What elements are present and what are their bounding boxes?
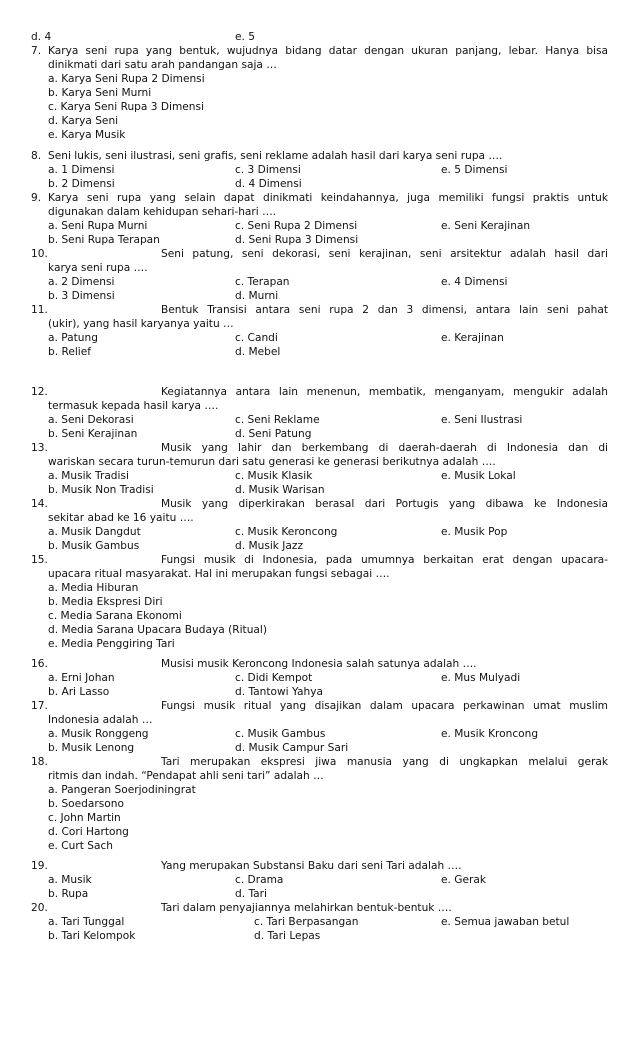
q7-text-line1: Karya seni rupa yang bentuk, wujudnya bidang datar dengan ukuran panjang, lebar. Hanya bisa <box>48 45 608 57</box>
q7-option-e: e. Karya Musik <box>48 129 126 141</box>
q16-option-d: d. Tantowi Yahya <box>235 686 323 698</box>
q7-option-b: b. Karya Seni Murni <box>48 87 152 99</box>
q15-option-b: b. Media Ekspresi Diri <box>48 596 163 608</box>
q15-number: 15. <box>31 554 48 566</box>
q10-option-d: d. Murni <box>235 290 279 302</box>
q9-option-b: b. Seni Rupa Terapan <box>48 234 160 246</box>
q9-number: 9. <box>31 192 42 204</box>
q10-text-line2: karya seni rupa …. <box>48 262 148 274</box>
q8-option-d: d. 4 Dimensi <box>235 178 302 190</box>
q14-text-line2: sekitar abad ke 16 yaitu …. <box>48 512 194 524</box>
q13-text-line1: Musik yang lahir dan berkembang di daerah-daerah di Indonesia dan di <box>161 442 608 454</box>
q17-option-b: b. Musik Lenong <box>48 742 135 754</box>
q8-option-c: c. 3 Dimensi <box>235 164 301 176</box>
q17-option-d: d. Musik Campur Sari <box>235 742 349 754</box>
q7-option-c: c. Karya Seni Rupa 3 Dimensi <box>48 101 204 113</box>
q10-option-e: e. 4 Dimensi <box>441 276 508 288</box>
q13-option-b: b. Musik Non Tradisi <box>48 484 154 496</box>
q14-text-line1: Musik yang diperkirakan berasal dari Portugis yang dibawa ke Indonesia <box>161 498 608 510</box>
q12-text-line1: Kegiatannya antara lain menenun, membatik, menganyam, mengukir adalah <box>161 386 608 398</box>
q8-text-line1: Seni lukis, seni ilustrasi, seni grafis, seni reklame adalah hasil dari karya seni rupa …. <box>48 150 503 162</box>
q10-option-c: c. Terapan <box>235 276 290 288</box>
q19-number: 19. <box>31 860 48 872</box>
q10-option-b: b. 3 Dimensi <box>48 290 115 302</box>
q6-option-d: d. 4 <box>31 31 52 43</box>
q13-option-e: e. Musik Lokal <box>441 470 516 482</box>
q15-text-line1: Fungsi musik di Indonesia, pada umumnya berkaitan erat dengan upacara- <box>161 554 608 566</box>
q13-option-a: a. Musik Tradisi <box>48 470 129 482</box>
q15-option-e: e. Media Penggiring Tari <box>48 638 175 650</box>
q16-text-line1: Musisi musik Keroncong Indonesia salah satunya adalah …. <box>161 658 477 670</box>
q11-option-e: e. Kerajinan <box>441 332 504 344</box>
q11-text-line2: (ukir), yang hasil karyanya yaitu … <box>48 318 234 330</box>
q18-number: 18. <box>31 756 48 768</box>
q15-option-c: c. Media Sarana Ekonomi <box>48 610 182 622</box>
q19-option-e: e. Gerak <box>441 874 486 886</box>
q12-option-a: a. Seni Dekorasi <box>48 414 134 426</box>
q16-option-e: e. Mus Mulyadi <box>441 672 521 684</box>
q15-option-a: a. Media Hiburan <box>48 582 139 594</box>
q8-option-e: e. 5 Dimensi <box>441 164 508 176</box>
q20-option-d: d. Tari Lepas <box>254 930 321 942</box>
q12-option-d: d. Seni Patung <box>235 428 312 440</box>
q9-option-e: e. Seni Kerajinan <box>441 220 531 232</box>
q17-text-line1: Fungsi musik ritual yang disajikan dalam upacara perkawinan umat muslim <box>161 700 608 712</box>
q12-option-c: c. Seni Reklame <box>235 414 320 426</box>
q18-option-d: d. Cori Hartong <box>48 826 129 838</box>
q9-option-c: c. Seni Rupa 2 Dimensi <box>235 220 358 232</box>
q11-option-a: a. Patung <box>48 332 98 344</box>
q20-option-b: b. Tari Kelompok <box>48 930 136 942</box>
q14-option-d: d. Musik Jazz <box>235 540 304 552</box>
q8-option-a: a. 1 Dimensi <box>48 164 115 176</box>
q11-option-d: d. Mebel <box>235 346 281 358</box>
q10-option-a: a. 2 Dimensi <box>48 276 115 288</box>
q19-option-a: a. Musik <box>48 874 92 886</box>
q11-option-c: c. Candi <box>235 332 278 344</box>
q14-number: 14. <box>31 498 48 510</box>
q10-number: 10. <box>31 248 48 260</box>
q15-option-d: d. Media Sarana Upacara Budaya (Ritual) <box>48 624 267 636</box>
q17-option-a: a. Musik Ronggeng <box>48 728 149 740</box>
q20-option-a: a. Tari Tunggal <box>48 916 125 928</box>
q16-option-b: b. Ari Lasso <box>48 686 110 698</box>
q18-text-line2: ritmis dan indah. “Pendapat ahli seni tari” adalah … <box>48 770 324 782</box>
q16-option-c: c. Didi Kempot <box>235 672 313 684</box>
q11-text-line1: Bentuk Transisi antara seni rupa 2 dan 3 dimensi, antara lain seni pahat <box>161 304 608 316</box>
q9-option-d: d. Seni Rupa 3 Dimensi <box>235 234 359 246</box>
q18-text-line1: Tari merupakan ekspresi jiwa manusia yang di ungkapkan melalui gerak <box>161 756 608 768</box>
q19-option-d: d. Tari <box>235 888 267 900</box>
q9-text-line1: Karya seni rupa yang selain dapat dinikmati keindahannya, juga memiliki fungsi praktis untuk <box>48 192 608 204</box>
q17-option-e: e. Musik Kroncong <box>441 728 539 740</box>
q11-number: 11. <box>31 304 48 316</box>
q12-option-b: b. Seni Kerajinan <box>48 428 138 440</box>
q20-option-c: c. Tari Berpasangan <box>254 916 359 928</box>
q12-option-e: e. Seni Ilustrasi <box>441 414 523 426</box>
q9-option-a: a. Seni Rupa Murni <box>48 220 148 232</box>
q12-number: 12. <box>31 386 48 398</box>
q16-number: 16. <box>31 658 48 670</box>
q20-text-line1: Tari dalam penyajiannya melahirkan bentuk-bentuk …. <box>161 902 452 914</box>
q20-number: 20. <box>31 902 48 914</box>
q19-text-line1: Yang merupakan Substansi Baku dari seni Tari adalah …. <box>161 860 462 872</box>
q18-option-b: b. Soedarsono <box>48 798 124 810</box>
q7-text-line2: dinikmati dari satu arah pandangan saja … <box>48 59 277 71</box>
q16-option-a: a. Erni Johan <box>48 672 115 684</box>
q18-option-e: e. Curt Sach <box>48 840 113 852</box>
q17-text-line2: Indonesia adalah … <box>48 714 153 726</box>
q14-option-c: c. Musik Keroncong <box>235 526 338 538</box>
q13-option-d: d. Musik Warisan <box>235 484 325 496</box>
q19-option-c: c. Drama <box>235 874 284 886</box>
q14-option-b: b. Musik Gambus <box>48 540 140 552</box>
q17-number: 17. <box>31 700 48 712</box>
q17-option-c: c. Musik Gambus <box>235 728 326 740</box>
q7-option-d: d. Karya Seni <box>48 115 119 127</box>
q18-option-a: a. Pangeran Soerjodiningrat <box>48 784 196 796</box>
q9-text-line2: digunakan dalam kehidupan sehari-hari …. <box>48 206 277 218</box>
q19-option-b: b. Rupa <box>48 888 89 900</box>
q15-text-line2: upacara ritual masyarakat. Hal ini merupakan fungsi sebagai …. <box>48 568 390 580</box>
q7-option-a: a. Karya Seni Rupa 2 Dimensi <box>48 73 205 85</box>
q20-option-e: e. Semua jawaban betul <box>441 916 570 928</box>
q12-text-line2: termasuk kepada hasil karya …. <box>48 400 219 412</box>
q7-number: 7. <box>31 45 42 57</box>
q14-option-a: a. Musik Dangdut <box>48 526 141 538</box>
q14-option-e: e. Musik Pop <box>441 526 508 538</box>
q13-number: 13. <box>31 442 48 454</box>
q13-option-c: c. Musik Klasik <box>235 470 313 482</box>
q13-text-line2: wariskan secara turun-temurun dari satu generasi ke generasi berikutnya adalah …. <box>48 456 496 468</box>
q8-number: 8. <box>31 150 42 162</box>
q10-text-line1: Seni patung, seni dekorasi, seni kerajinan, seni arsitektur adalah hasil dari <box>161 248 608 260</box>
q8-option-b: b. 2 Dimensi <box>48 178 115 190</box>
q11-option-b: b. Relief <box>48 346 91 358</box>
q18-option-c: c. John Martin <box>48 812 121 824</box>
q6-option-e: e. 5 <box>235 31 255 43</box>
